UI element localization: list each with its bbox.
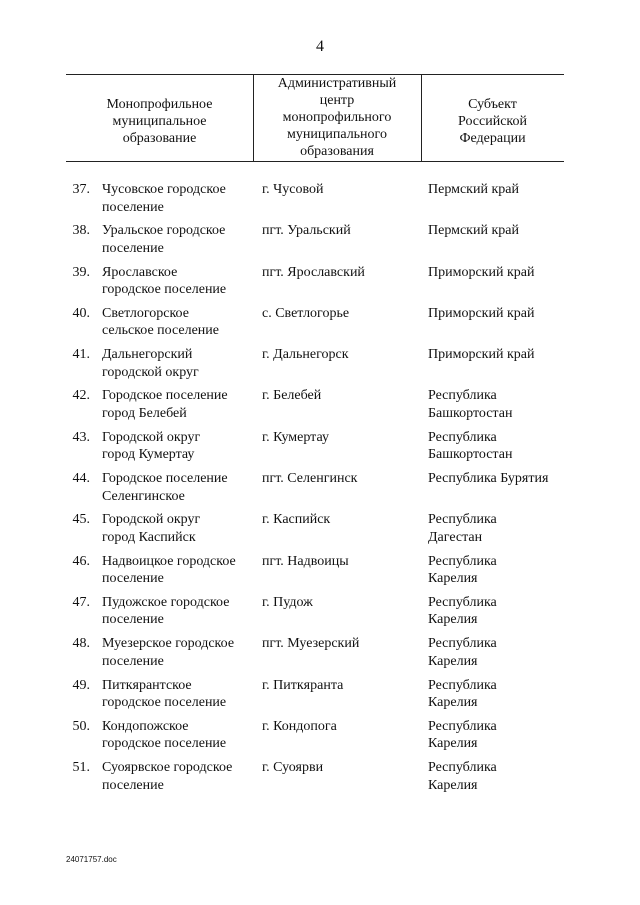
admin-center: с. Светлогорье <box>262 305 350 321</box>
admin-center: г. Чусовой <box>262 182 324 197</box>
federal-subject <box>428 553 568 588</box>
federal-subject-line: Республика <box>428 429 497 445</box>
row-number: 44. <box>72 471 90 487</box>
row-number: 46. <box>72 553 90 569</box>
admin-center: пгт. Муезерский <box>262 636 360 652</box>
federal-subject-line: Республика <box>428 594 497 610</box>
page-number: 4 <box>316 38 324 55</box>
municipality-name-line: Питкярантское <box>102 677 192 693</box>
federal-subject <box>428 594 568 629</box>
admin-center: г. Дальнегорск <box>262 347 349 363</box>
municipality-name <box>102 553 254 588</box>
row-number: 50. <box>72 718 90 734</box>
municipality-name-line: Пудожское городское <box>102 594 230 610</box>
table-row <box>0 511 640 552</box>
federal-subject-line: Приморский край <box>428 264 535 280</box>
table-row <box>0 470 640 511</box>
table-row <box>0 387 640 428</box>
header-federal-subject-line: Российской <box>458 114 527 129</box>
municipality-name-line: Городской округ <box>102 429 201 445</box>
municipality-name-line: поселение <box>102 240 164 256</box>
federal-subject-line: Карелия <box>428 695 478 711</box>
row-number: 43. <box>72 429 90 445</box>
admin-center: г. Питкяранта <box>262 677 344 693</box>
header-admin-center-line: образования <box>300 144 374 159</box>
municipality-name <box>102 346 254 381</box>
federal-subject-line: Дагестан <box>428 529 483 545</box>
row-number: 38. <box>72 223 90 239</box>
table-row <box>0 553 640 594</box>
municipality-name <box>102 594 254 629</box>
row-number: 49. <box>72 677 90 693</box>
municipality-name <box>102 677 254 712</box>
header-municipality <box>66 74 253 165</box>
federal-subject-line: Республика <box>428 760 497 776</box>
municipality-name-line: городское поселение <box>102 282 227 298</box>
federal-subject-line: Карелия <box>428 653 478 669</box>
municipality-name-line: поселение <box>102 199 164 215</box>
table-row <box>0 759 640 800</box>
federal-subject <box>428 718 568 753</box>
municipality-name-line: городское поселение <box>102 695 227 711</box>
federal-subject-line: Башкортостан <box>428 447 513 463</box>
table-row <box>0 346 640 387</box>
municipality-name-line: Уральское городское <box>102 223 226 239</box>
federal-subject-line: Приморский край <box>428 347 535 363</box>
municipality-name-line: Ярославское <box>102 264 178 280</box>
municipality-name <box>102 635 254 670</box>
header-federal-subject-line: Федерации <box>459 131 526 146</box>
municipality-name-line: город Кумертау <box>102 447 195 463</box>
federal-subject-line: Республика <box>428 677 497 693</box>
federal-subject <box>428 677 568 712</box>
header-admin-center <box>253 74 421 161</box>
municipality-name-line: Городское поселение <box>102 471 228 487</box>
municipality-name <box>102 181 254 216</box>
header-federal-subject-line: Субъект <box>468 97 517 112</box>
municipality-name <box>102 387 254 422</box>
table-row <box>0 305 640 346</box>
federal-subject <box>428 759 568 794</box>
municipality-name-line: Городской округ <box>102 512 201 528</box>
federal-subject <box>428 305 568 323</box>
municipality-name-line: Дальнегорский <box>102 347 193 363</box>
table-row <box>0 677 640 718</box>
municipality-name-line: поселение <box>102 571 164 587</box>
admin-center: пгт. Уральский <box>262 223 351 239</box>
federal-subject <box>428 346 568 364</box>
municipality-name-line: Муезерское городское <box>102 636 235 652</box>
federal-subject-line: Республика <box>428 636 497 652</box>
table-row <box>0 594 640 635</box>
row-number: 37. <box>72 182 90 197</box>
municipality-name-line: поселение <box>102 777 164 793</box>
federal-subject <box>428 264 568 282</box>
federal-subject-line: Башкортостан <box>428 405 513 421</box>
header-admin-center-line: муниципального <box>287 127 387 142</box>
federal-subject <box>428 470 568 488</box>
municipality-name-line: сельское поселение <box>102 323 219 339</box>
header-municipality-line: Монопрофильное <box>106 97 213 112</box>
federal-subject-line: Республика <box>428 512 497 528</box>
row-number: 41. <box>72 347 90 363</box>
header-federal-subject <box>421 74 564 165</box>
federal-subject <box>428 429 568 464</box>
federal-subject <box>428 387 568 422</box>
municipality-name <box>102 759 254 794</box>
row-number: 39. <box>72 264 90 280</box>
admin-center: г. Суоярви <box>262 760 324 776</box>
municipality-name-line: Селенгинское <box>102 488 185 504</box>
municipality-name <box>102 222 254 257</box>
municipality-name <box>102 470 254 505</box>
admin-center: пгт. Ярославский <box>262 264 365 280</box>
municipality-name-line: Городское поселение <box>102 388 228 404</box>
table-row <box>0 718 640 759</box>
table-row <box>0 222 640 263</box>
header-admin-center-line: центр <box>319 93 355 108</box>
municipality-name <box>102 305 254 340</box>
admin-center: г. Белебей <box>262 388 322 404</box>
admin-center: пгт. Селенгинск <box>262 471 358 487</box>
federal-subject-line: Приморский край <box>428 305 535 321</box>
federal-subject-line: Пермский край <box>428 223 519 239</box>
municipality-name-line: город Белебей <box>102 405 187 421</box>
federal-subject-line: Республика <box>428 718 497 734</box>
federal-subject-line: Карелия <box>428 612 478 628</box>
table-row <box>0 429 640 470</box>
federal-subject <box>428 222 568 240</box>
municipality-name <box>102 511 254 546</box>
header-admin-center-line: Административный <box>277 76 397 91</box>
table-row <box>0 635 640 676</box>
header-municipality-line: муниципальное <box>112 114 207 129</box>
federal-subject-line: Карелия <box>428 736 478 752</box>
municipality-name-line: Надвоицкое городское <box>102 553 236 569</box>
row-number: 42. <box>72 388 90 404</box>
row-number: 45. <box>72 512 90 528</box>
municipality-name-line: Чусовское городское <box>102 182 226 197</box>
municipality-name-line: Светлогорское <box>102 305 189 321</box>
table-body <box>0 181 640 800</box>
federal-subject <box>428 181 568 199</box>
municipality-name <box>102 429 254 464</box>
row-number: 51. <box>72 760 90 776</box>
federal-subject <box>428 635 568 670</box>
header-municipality-line: образование <box>122 131 197 146</box>
table-row <box>0 264 640 305</box>
admin-center: г. Каспийск <box>262 512 331 528</box>
table-row <box>0 181 640 222</box>
admin-center: пгт. Надвоицы <box>262 553 349 569</box>
municipality-name-line: поселение <box>102 612 164 628</box>
municipality-name-line: городской округ <box>102 364 199 380</box>
federal-subject-line: Республика Бурятия <box>428 471 549 487</box>
municipality-name-line: город Каспийск <box>102 529 196 545</box>
row-number: 40. <box>72 305 90 321</box>
municipality-name-line: поселение <box>102 653 164 669</box>
municipality-name-line: Кондопожское <box>102 718 189 734</box>
municipality-name <box>102 264 254 299</box>
federal-subject-line: Республика <box>428 388 497 404</box>
admin-center: г. Кумертау <box>262 429 329 445</box>
municipality-name-line: Суоярвское городское <box>102 760 233 776</box>
federal-subject-line: Пермский край <box>428 182 519 197</box>
federal-subject-line: Карелия <box>428 571 478 587</box>
federal-subject-line: Республика <box>428 553 497 569</box>
federal-subject <box>428 511 568 546</box>
document-id: 24071757.doc <box>66 855 117 864</box>
municipality-name <box>102 718 254 753</box>
row-number: 48. <box>72 636 90 652</box>
header-admin-center-line: монопрофильного <box>282 110 392 125</box>
row-number: 47. <box>72 594 90 610</box>
municipality-name-line: городское поселение <box>102 736 227 752</box>
federal-subject-line: Карелия <box>428 777 478 793</box>
admin-center: г. Кондопога <box>262 718 337 734</box>
admin-center: г. Пудож <box>262 594 313 610</box>
